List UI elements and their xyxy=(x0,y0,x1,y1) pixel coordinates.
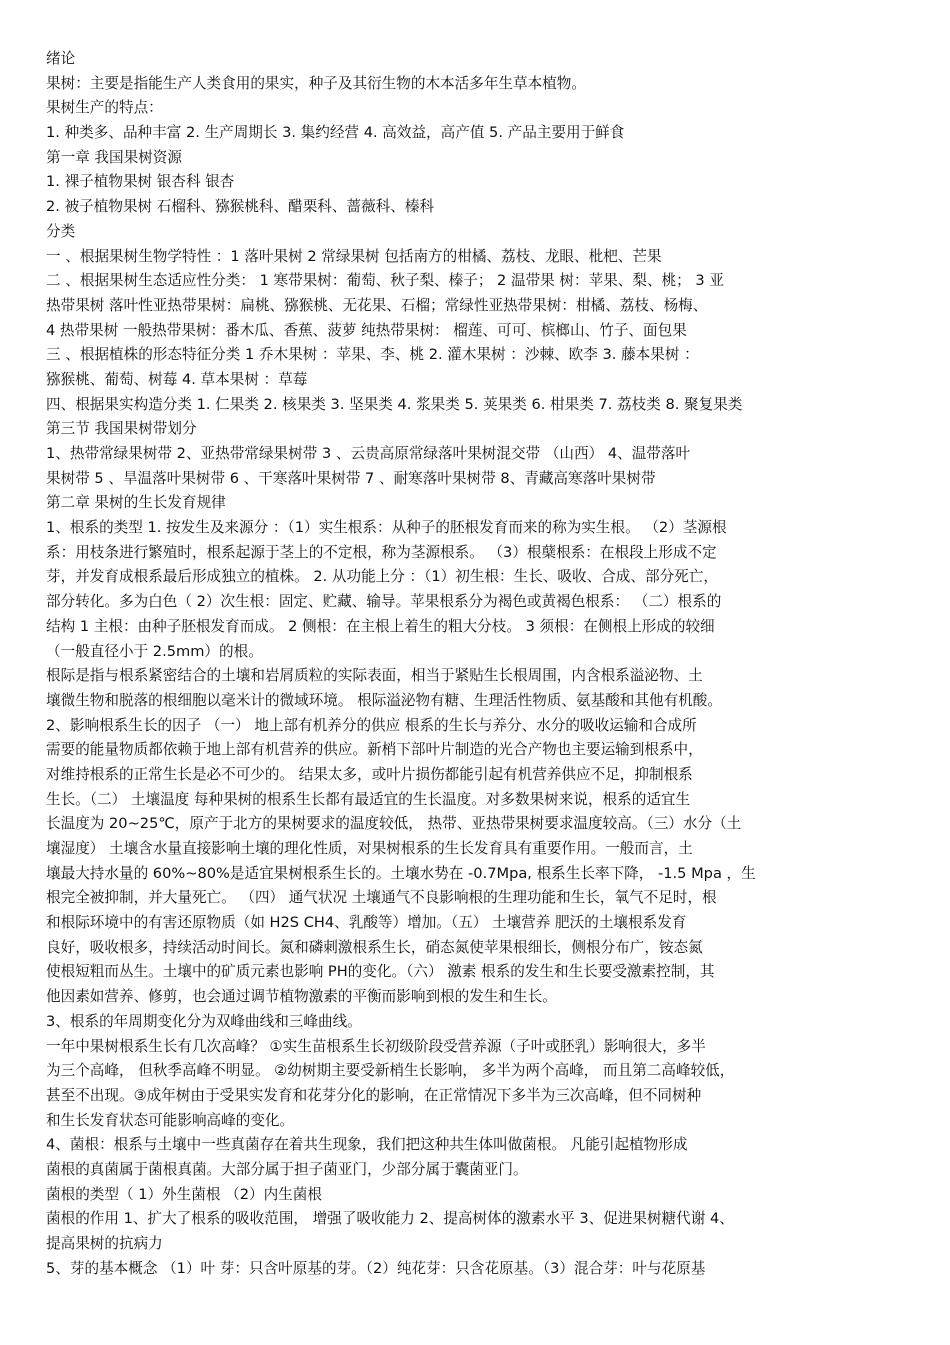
text-line: 1. 种类多、品种丰富 2. 生产周期长 3. 集约经营 4. 高效益，高产值 5. 产品主要用于鲜食 xyxy=(46,124,625,142)
text-line: 二 、根据果树生态适应性分类： 1 寒带果树：葡萄、秋子梨、榛子； 2 温带果 树：苹果、梨、桃； 3 亚 xyxy=(46,272,724,290)
text-line: 系：用枝条进行繁殖时，根系起源于茎上的不定根，称为茎源根系。 （3）根蘖根系：在根段上形成不定 xyxy=(46,543,717,561)
text-line: 1、热带常绿果树带 2、亚热带常绿果树带 3 、云贵高原常绿落叶果树混交带 （山西） 4、温带落叶 xyxy=(46,445,691,462)
text-line: 为三个高峰， 但秋季高峰不明显。 ②幼树期主要受新梢生长影响， 多半为两个高峰， 而且第二高峰较低， xyxy=(46,1062,735,1080)
heading-introduction: 绪论 xyxy=(46,50,76,67)
text-line: 壤微生物和脱落的根细胞以毫米计的微域环境。 根际溢泌物有糖、生理活性物质、氨基酸和其他有机酸。 xyxy=(46,691,722,709)
text-line: 需要的能量物质都依赖于地上部有机营养的供应。新梢下部叶片制造的光合产物也主要运输到根系中， xyxy=(46,741,703,759)
text-line: 1. 裸子植物果树 银杏科 银杏 xyxy=(46,173,235,191)
text-line: 3、根系的年周期变化分为双峰曲线和三峰曲线。 xyxy=(46,1012,362,1030)
heading-chapter-1: 第一章 我国果树资源 xyxy=(46,148,182,166)
text-line: 三 、根据植株的形态特征分类 1 乔木果树 ：苹果、李、桃 2. 灌木果树 ：沙棘、欧李 3. 藤本果树 ： xyxy=(46,346,699,364)
text-line: 生长。（二） 土壤温度 每种果树的根系生长都有最适宜的生长温度。对多数果树来说，根系的适宜生 xyxy=(46,790,691,808)
text-line: （一般直径小于 2.5mm）的根。 xyxy=(46,642,263,660)
text-line: 良好，吸收根多，持续活动时间长。氮和磷刺激根系生长，硝态氮使苹果根细长，侧根分布广，铵态氮 xyxy=(46,938,703,956)
text-line: 根完全被抑制，并大量死亡。 （四） 通气状况 土壤通气不良影响根的生理功能和生长，氧气不足时，根 xyxy=(46,889,717,907)
text-line: 和生长发育状态可能影响高峰的变化。 xyxy=(46,1111,295,1129)
text-line: 对维持根系的正常生长是必不可少的。 结果太多，或叶片损伤都能引起有机营养供应不足，抑制根系 xyxy=(46,765,693,783)
text-line: 一 、根据果树生物学特性 ：1 落叶果树 2 常绿果树 包括南方的柑橘、荔枝、龙眼、枇杷、芒果 xyxy=(46,247,662,265)
text-line: 和根际环境中的有害还原物质（如 H2S CH4、乳酸等）增加。（五） 土壤营养 肥沃的土壤根系发育 xyxy=(46,914,687,932)
text-line: 他因素如营养、修剪，也会通过调节植物激素的平衡而影响到根的发生和生长。 xyxy=(46,988,557,1006)
heading-section-3: 第三节 我国果树带划分 xyxy=(46,420,197,438)
text-line: 菌根的作用 1、扩大了根系的吸收范围， 增强了吸收能力 2、提高树体的激素水平 3、促进果树糖代谢 4、 xyxy=(46,1210,734,1228)
text-line: 提高果树的抗病力 xyxy=(46,1235,163,1252)
text-line: 1、根系的类型 1. 按发生及来源分 ：（1）实生根系：从种子的胚根发育而来的称为实生根。 （2）茎源根 xyxy=(46,519,727,537)
document-body xyxy=(46,47,908,1281)
text-line: 2、影响根系生长的因子 （一） 地上部有机养分的供应 根系的生长与养分、水分的吸收运输和合成所 xyxy=(46,716,697,734)
text-line: 5、芽的基本概念 （1）叶 芽：只含叶原基的芽。（2）纯花芽：只含花原基。（3）混合芽：叶与花原基 xyxy=(46,1259,706,1277)
text-line: 猕猴桃、葡萄、树莓 4. 草本果树 ：草莓 xyxy=(46,370,308,388)
text-line: 菌根的真菌属于菌根真菌。大部分属于担子菌亚门，少部分属于囊菌亚门。 xyxy=(46,1160,528,1178)
text-line: 壤湿度） 土壤含水量直接影响土壤的理化性质，对果树根系的生长发育具有重要作用。一般而言，土 xyxy=(46,840,693,857)
text-line: 壤最大持水量的 60%~80%是适宜果树根系生长的。土壤水势在 -0.7Mpa, 根系生长率下降， -1.5 Mpa ，生 xyxy=(46,864,756,882)
text-line: 4、菌根：根系与土壤中一些真菌存在着共生现象，我们把这种共生体叫做菌根。 凡能引起植物形成 xyxy=(46,1136,688,1154)
heading-classification: 分类 xyxy=(46,222,76,240)
text-line: 菌根的类型（ 1）外生菌根 （2）内生菌根 xyxy=(46,1185,322,1203)
text-line: 部分转化。多为白色（ 2）次生根：固定、贮藏、输导。苹果根系分为褐色或黄褐色根系： （二）根系的 xyxy=(46,593,722,611)
text-line: 4 热带果树 一般热带果树：番木瓜、香蕉、菠萝 纯热带果树： 榴莲、可可、槟榔山、竹子、面包果 xyxy=(46,321,687,339)
text-line: 一年中果树根系生长有几次高峰？ ①实生苗根系生长初级阶段受营养源（子叶或胚乳）影响很大，多半 xyxy=(46,1037,706,1055)
text-line: 长温度为 20~25℃，原产于北方的果树要求的温度较低， 热带、亚热带果树要求温度较高。（三）水分（土 xyxy=(46,815,742,833)
text-line: 芽，并发育成根系最后形成独立的植株。 2. 从功能上分 ：（1）初生根：生长、吸收、合成、部分死亡， xyxy=(46,568,718,586)
text-line: 使根短粗而丛生。土壤中的矿质元素也影响 PH的变化。（六） 激素 根系的发生和生长要受激素控制，其 xyxy=(46,963,715,981)
text-line: 结构 1 主根：由种子胚根发育而成。 2 侧根：在主根上着生的粗大分枝。 3 须根：在侧根上形成的较细 xyxy=(46,617,715,635)
text-line: 果树生产的特点： xyxy=(46,99,163,117)
text-line: 热带果树 落叶性亚热带果树：扁桃、猕猴桃、无花果、石榴；常绿性亚热带果树：柑橘、荔枝、杨梅、 xyxy=(46,296,708,314)
text-line: 甚至不出现。③成年树由于受果实发育和花芽分化的影响，在正常情况下多半为三次高峰，但不同树种 xyxy=(46,1086,702,1104)
text-line: 根际是指与根系紧密结合的土壤和岩屑质粒的实际表面，相当于紧贴生长根周围，内含根系溢泌物、土 xyxy=(46,667,703,685)
text-line: 果树：主要是指能生产人类食用的果实，种子及其衍生物的木本活多年生草本植物。 xyxy=(46,74,586,92)
text-line: 果树带 5 、旱温落叶果树带 6 、干寒落叶果树带 7 、耐寒落叶果树带 8、青藏高寒落叶果树带 xyxy=(46,469,656,487)
text-line: 2. 被子植物果树 石榴科、猕猴桃科、醋栗科、蔷薇科、榛科 xyxy=(46,198,435,216)
text-line: 四、根据果实构造分类 1. 仁果类 2. 核果类 3. 坚果类 4. 浆果类 5. 荚果类 6. 柑果类 7. 荔枝类 8. 聚复果类 xyxy=(46,395,743,413)
heading-chapter-2: 第二章 果树的生长发育规律 xyxy=(46,494,226,512)
